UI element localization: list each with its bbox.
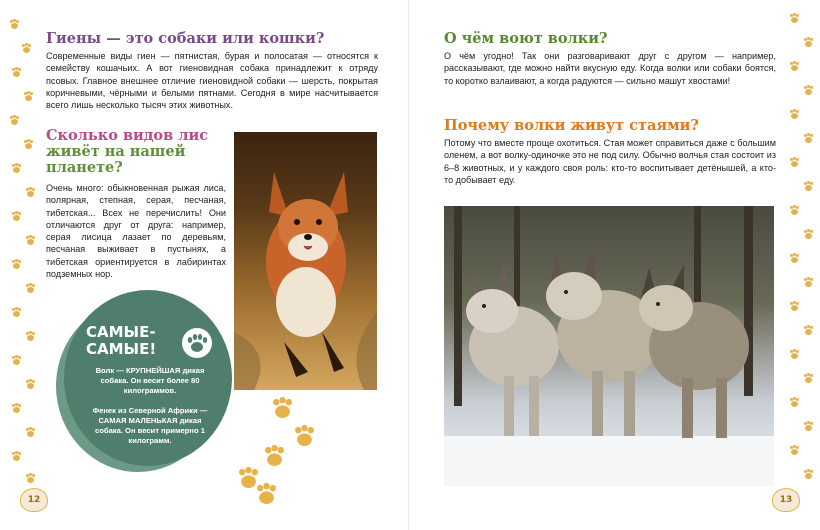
- fox-photo: [234, 132, 377, 390]
- hyena-heading: Гиены — это собаки или кошки?: [46, 30, 325, 47]
- record-heading-line1: САМЫЕ-: [86, 323, 156, 341]
- record-heading: [86, 324, 156, 358]
- pack-text: Потому что вместе проще охотиться. Стая может справиться даже с большим оленем, а вот волку-одиночке это не под силу. Обычно волчья стая состоит из 6–8 животных, и у каждого своя роль: кто-то воспитывает детёнышей, а кто-то добывает еду.: [444, 138, 776, 185]
- pack-heading: Почему волки живут стаями?: [444, 117, 699, 134]
- fox-section: [46, 128, 226, 280]
- hyena-text: Современные виды гиен — пятнистая, бурая и полосатая — относятся к семейству кошачьих. А вот гиеновидная собака принадлежит к отряду псовых. Главное внешнее отличие гиеновидной собаки — шерсть, покрытая коричневыми, чёрными и белыми пятнами. Сегодня в мире насчитывается всего лишь несколько тысяч этих животных.: [46, 51, 378, 111]
- record-circle: [64, 290, 232, 466]
- fox-heading-line1: Сколько видов лис: [46, 127, 209, 144]
- fox-heading-line2: живёт на нашей: [46, 143, 186, 160]
- record-fact-2: Фенек из Северной Африки — САМАЯ МАЛЕНЬКАЯ дикая собака. Он весит примерно 1 килограмм.: [92, 406, 208, 445]
- wolves-photo: [444, 206, 774, 486]
- record-fact-1: Волк — КРУПНЕЙШАЯ дикая собака. Он весит более 80 килограммов.: [95, 366, 205, 395]
- page-number-right: 13: [772, 488, 800, 512]
- record-heading-line2: САМЫЕ!: [86, 340, 157, 358]
- page-number-left: 12: [20, 488, 48, 512]
- howl-text: О чём угодно! Так они разговаривают друг с другом — например, рассказывают, где можно найти вкусную еду. Когда волки или собаки боятся, то коротко взлаивают, а когда радуются — сильно машут хвостами!: [444, 51, 776, 86]
- fox-heading: [46, 128, 226, 176]
- hyena-section: [46, 30, 378, 111]
- wolves-illustration: [444, 206, 774, 486]
- record-paw-icon: [182, 328, 212, 358]
- howl-heading: О чём воют волки?: [444, 30, 608, 47]
- fox-illustration: [234, 132, 377, 390]
- howl-section: [444, 30, 776, 87]
- fox-heading-line3: планете?: [46, 159, 123, 176]
- fox-text: Очень много: обыкновенная рыжая лиса, полярная, степная, серая, песчаная, тибетская... Всех не перечислить! Они отличаются друг от друга: например, серая лисица лазает по деревьям, песчаная выживает в пустынях, а тибетская ориентируется в лабиринтах подземных нор.: [46, 183, 226, 280]
- pack-section: [444, 117, 776, 186]
- right-page: [410, 0, 820, 530]
